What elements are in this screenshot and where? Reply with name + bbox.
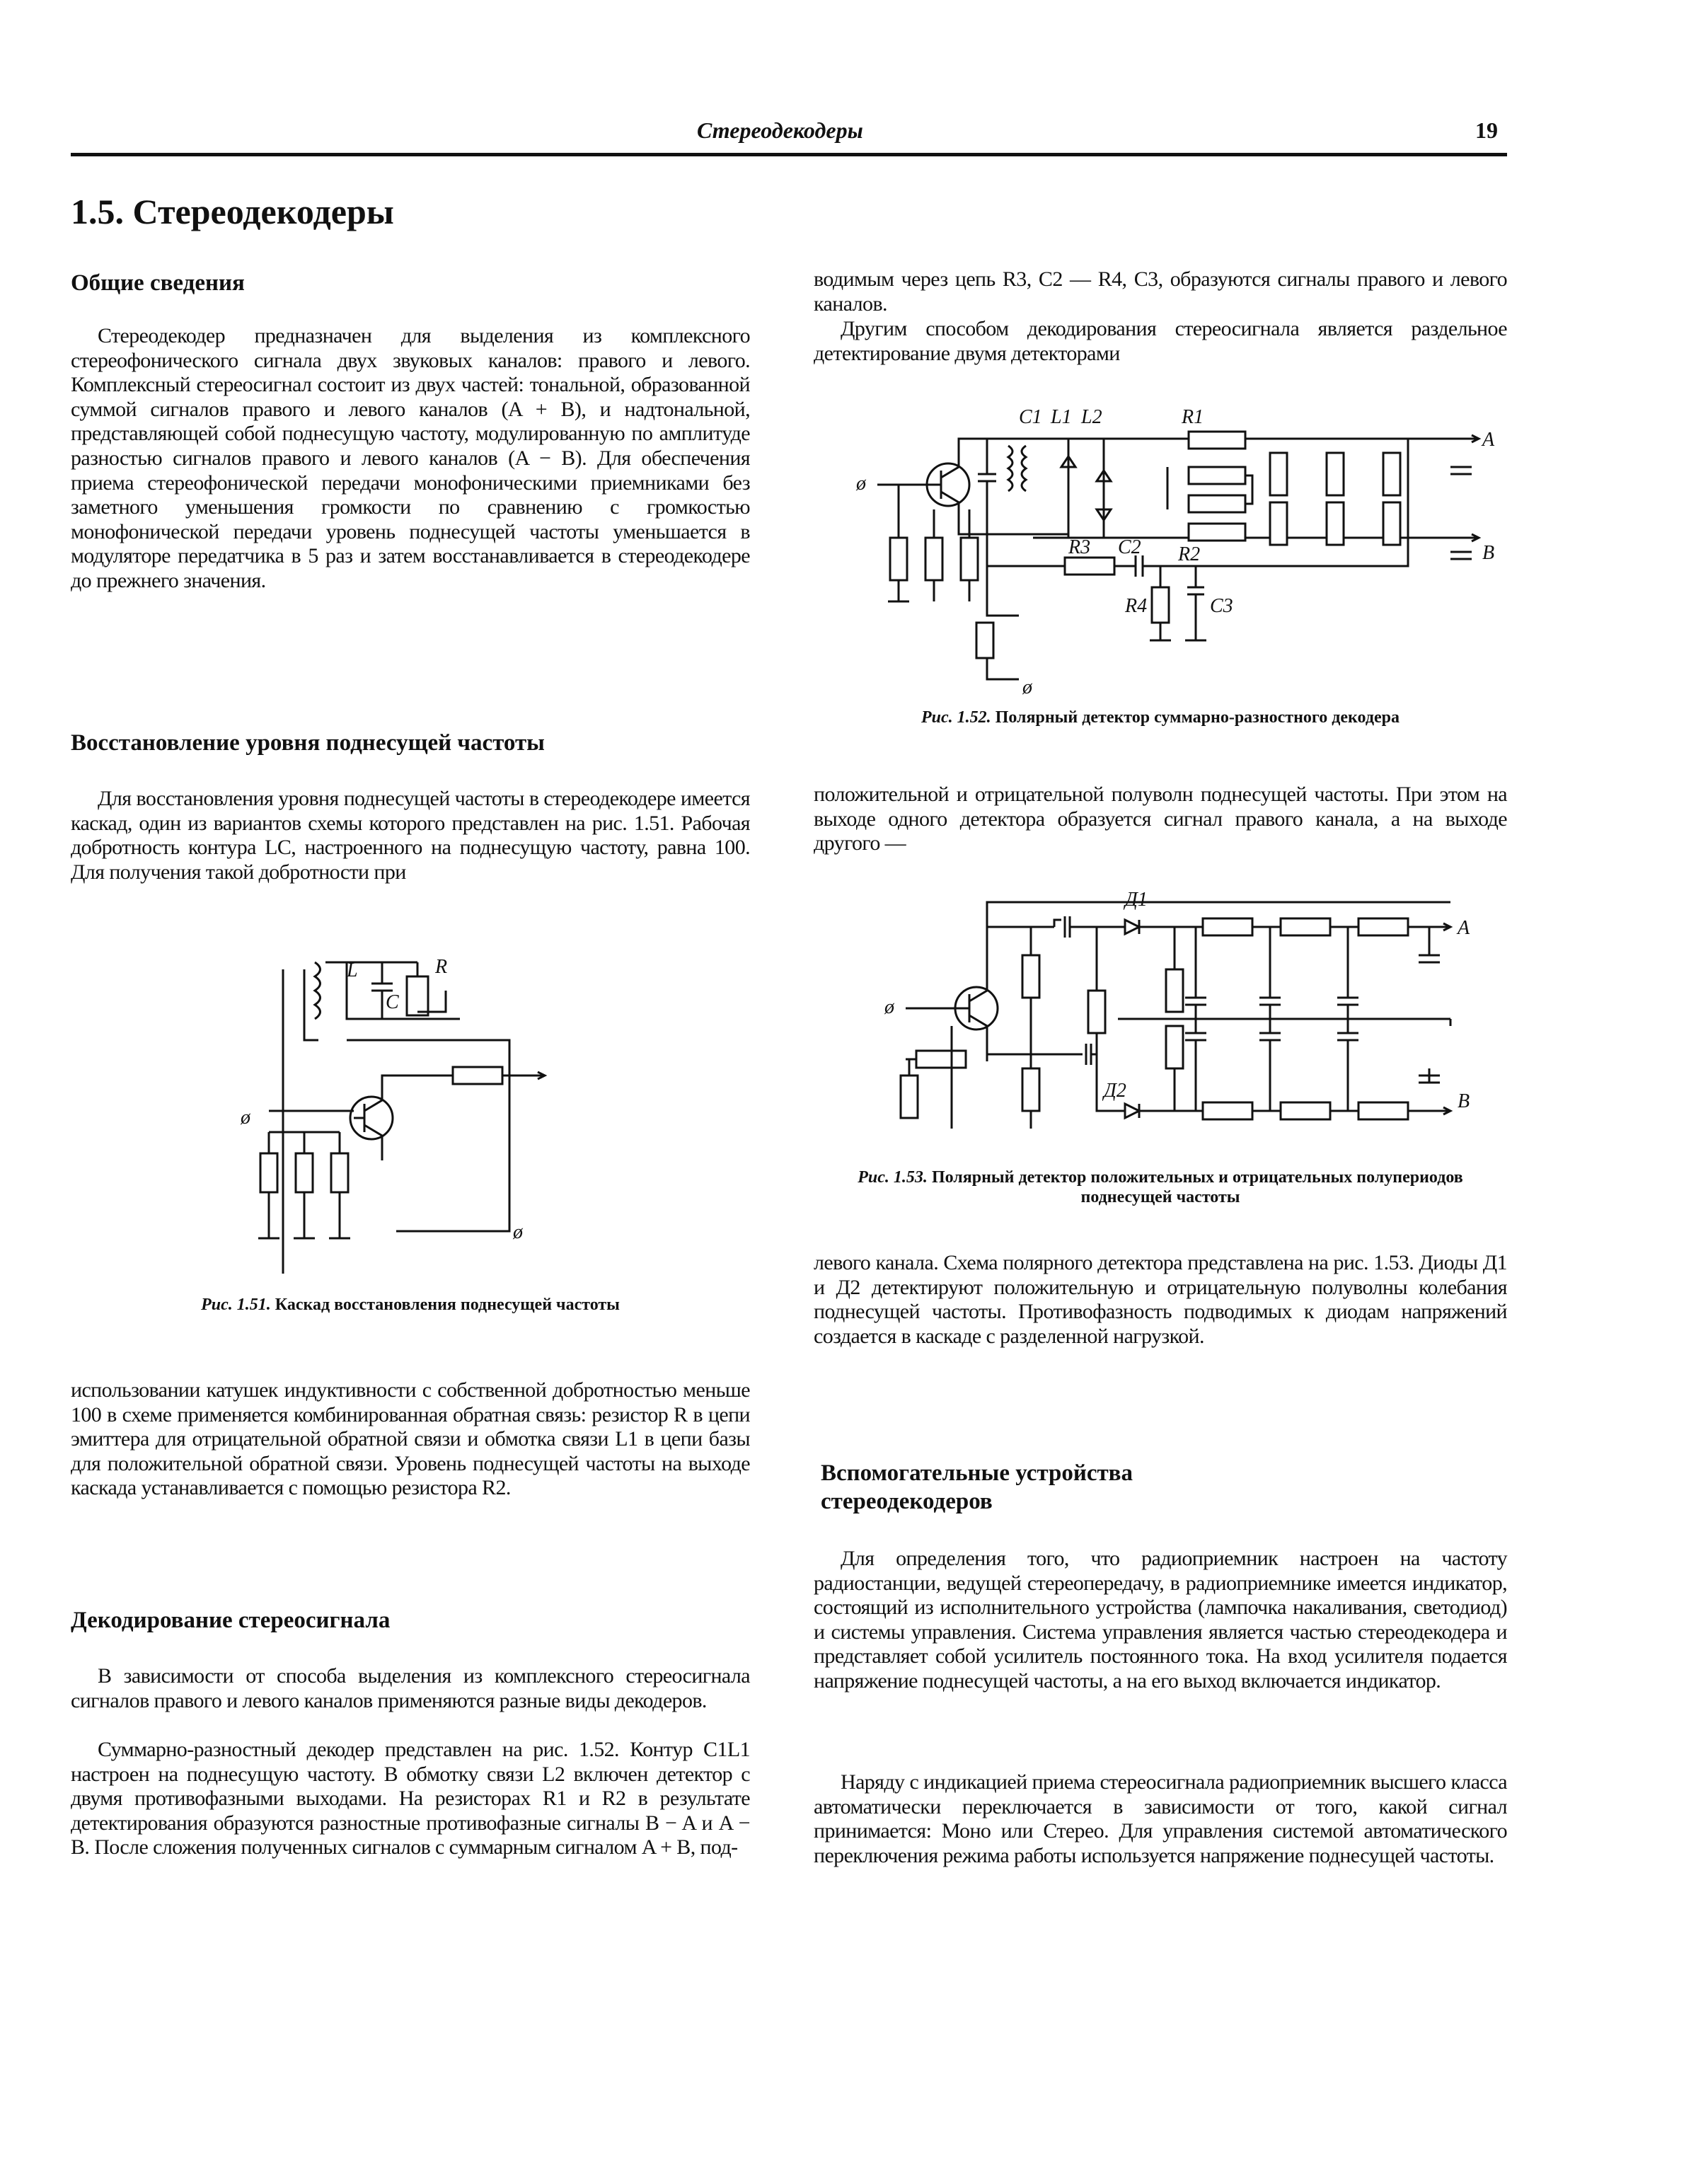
label-R: R xyxy=(435,956,448,978)
paragraph: Другим способом декодирования стереосигнала является раздельное детектирование двумя детекторами xyxy=(814,317,1507,365)
coil-icon xyxy=(1008,446,1026,491)
caption-text: Полярный детектор положительных и отрицательных полупериодов поднесущей частоты xyxy=(931,1168,1463,1206)
label-C2: C2 xyxy=(1118,536,1141,558)
label-L: L xyxy=(347,959,358,981)
caption-text: Полярный детектор суммарно-разностного декодера xyxy=(995,708,1400,727)
label-D2: Д2 xyxy=(1104,1080,1126,1102)
label-input: ø xyxy=(884,996,894,1018)
page-number: 19 xyxy=(1475,117,1498,143)
caption-number: Рис. 1.52. xyxy=(921,708,991,727)
paragraph: левого канала. Схема полярного детектора представлена на рис. 1.53. Диоды Д1 и Д2 детектируют положительную и отрицательную полуволны колебания поднесущей частоты. Противофазность подводимых к диодам напряжений создается в каскаде с разделенной нагрузкой. xyxy=(814,1251,1507,1348)
label-B: B xyxy=(1482,542,1495,564)
paragraph: Суммарно-разностный декодер представлен на рис. 1.52. Контур C1L1 настроен на поднесущую частоту. В обмотку связи L2 включен детектор с двумя противофазными выходами. На резисторах R1 и R2 в результате детектирования образуются разностные противофазные сигналы B − A и A − B. После сложения полученных сигналов с суммарным сигналом A + B, под- xyxy=(71,1738,750,1859)
label-R4: R4 xyxy=(1125,595,1148,617)
paragraph: Для восстановления уровня поднесущей частоты в стереодекодере имеется каскад, один из вариантов схемы которого представлен на рис. 1.51. Рабочая добротность контура LC, настроенного на поднесущую частоту, равна 100. Для получения такой добротности при xyxy=(71,787,750,884)
label-B: B xyxy=(1458,1090,1470,1112)
heading-decoding: Декодирование стереосигнала xyxy=(71,1608,391,1633)
label-A: A xyxy=(1482,429,1495,451)
heading-auxiliary-devices: Вспомогательные устройства стереодекодеров xyxy=(821,1460,1133,1514)
figure-1-53-circuit xyxy=(884,884,1521,1153)
label-R1: R1 xyxy=(1182,406,1204,428)
caption-number: Рис. 1.51. xyxy=(201,1296,271,1314)
figure-1-52-caption xyxy=(814,708,1507,727)
heading-restoration: Восстановление уровня поднесущей частоты xyxy=(71,730,545,756)
caption-number: Рис. 1.53. xyxy=(858,1168,928,1187)
heading-general: Общие сведения xyxy=(71,270,245,296)
paragraph: Наряду с индикацией приема стереосигнала радиоприемник высшего класса автоматически переключается в зависимости от того, какой сигнал принимается: Моно или Стерео. Для управления системой автоматического переключения режима работы используется напряжение поднесущей частоты. xyxy=(814,1770,1507,1867)
figure-1-51-circuit xyxy=(241,941,580,1274)
label-output: ø xyxy=(513,1221,523,1243)
coil-icon xyxy=(315,962,321,1019)
label-R2: R2 xyxy=(1178,543,1201,565)
label-input: ø xyxy=(856,473,866,495)
figure-1-51-caption xyxy=(71,1295,750,1315)
label-C1: C1 xyxy=(1019,406,1042,428)
paragraph: Для определения того, что радиоприемник настроен на частоту радиостанции, ведущей стереопередачу, в радиоприемнике имеется индикатор, состоящий из исполнительного устройства (лампочка накаливания, светодиод) и системы управления. Система управления является частью стереодекодера и представляет собой усилитель постоянного тока. На вход усилителя подается напряжение поднесущей частоты, а на его выход включается индикатор. xyxy=(814,1547,1507,1693)
figure-1-53-caption xyxy=(814,1167,1507,1207)
label-D1: Д1 xyxy=(1125,889,1148,911)
figure-1-52-circuit xyxy=(856,396,1521,698)
paragraph: водимым через цепь R3, C2 — R4, C3, образуются сигналы правого и левого каналов. xyxy=(814,267,1507,316)
label-A: A xyxy=(1458,917,1470,939)
paragraph: В зависимости от способа выделения из комплексного стереосигнала сигналов правого и левого каналов применяются разные виды декодеров. xyxy=(71,1664,750,1712)
paragraph: Стереодекодер предназначен для выделения из комплексного стереофонического сигнала двух звуковых каналов: правого и левого. Комплексный стереосигнал состоит из двух частей: тональной, образованной суммой сигналов правого и левого каналов (A + B), и надтональной, представляющей собой поднесущую частоту, модулированную по амплитуде разностью сигналов правого и левого каналов (A − B). Для обеспечения приема стереофонической передачи монофоническими приемниками без заметного уменьшения громкости по сравнению с громкостью монофонической передачи уровень поднесущей частоты уменьшается в модуляторе передатчика в 5 раз и затем восстанавливается в стереодекодере до прежнего значения. xyxy=(71,324,750,592)
label-L1: L1 xyxy=(1051,406,1072,428)
label-C3: C3 xyxy=(1210,595,1233,617)
paragraph: положительной и отрицательной полуволн поднесущей частоты. При этом на выходе одного детектора образуется сигнал правого канала, а на выходе другого — xyxy=(814,783,1507,855)
label-ground: ø xyxy=(1022,676,1032,698)
label-input: ø xyxy=(241,1107,250,1129)
caption-text: Каскад восстановления поднесущей частоты xyxy=(275,1296,620,1314)
label-L2: L2 xyxy=(1081,406,1102,428)
section-title: 1.5. Стереодекодеры xyxy=(71,192,394,231)
paragraph: использовании катушек индуктивности с собственной добротностью меньше 100 в схеме применяется комбинированная обратная связь: резистор R в цепи эмиттера для отрицательной обратной связи и обмотка связи L1 в цепи базы для положительной обратной связи. Уровень поднесущей частоты на выходе каскада устанавливается с помощью резистора R2. xyxy=(71,1378,750,1500)
running-header: Стереодекодеры xyxy=(697,117,863,143)
label-C: C xyxy=(386,991,399,1013)
label-R3: R3 xyxy=(1068,536,1091,558)
header-rule xyxy=(71,153,1507,156)
